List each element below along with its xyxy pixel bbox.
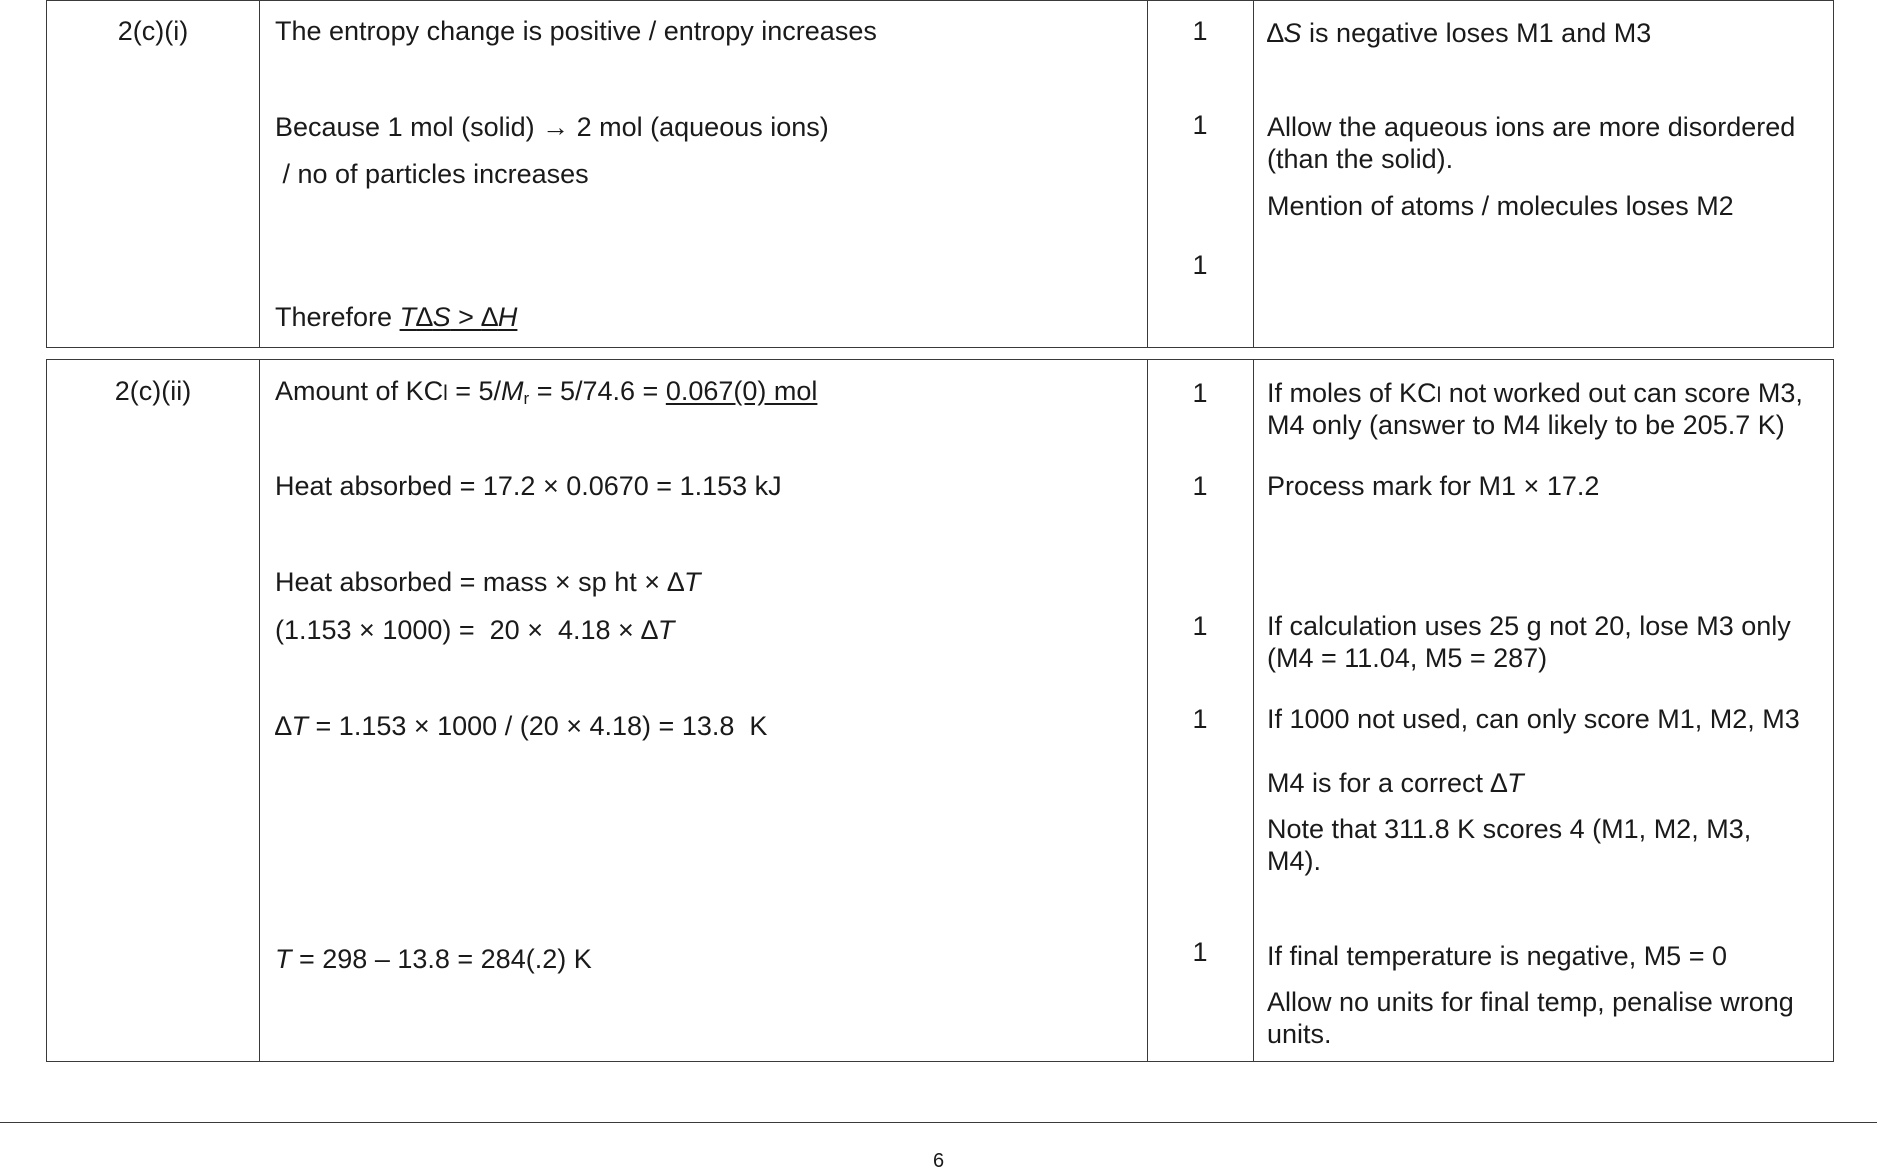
mark-value: 1 bbox=[1192, 937, 1208, 967]
guidance-line: If calculation uses 25 g not 20, lose M3 only bbox=[1267, 611, 1791, 641]
guidance-line: M4 only (answer to M4 likely to be 205.7 K) bbox=[1267, 410, 1785, 440]
guidance-line: Allow no units for final temp, penalise wrong bbox=[1267, 987, 1794, 1017]
page-number: 6 bbox=[932, 1150, 945, 1172]
answer-line: T = 298 – 13.8 = 284(.2) K bbox=[275, 944, 592, 974]
answer-text: Therefore bbox=[275, 302, 400, 332]
answer-line: ∆T = 1.153 × 1000 / (20 × 4.18) = 13.8 K bbox=[275, 711, 768, 741]
mark-value: 1 bbox=[1192, 110, 1208, 140]
guidance-line: If 1000 not used, can only score M1, M2, M3 bbox=[1267, 704, 1800, 734]
answer-line: Because 1 mol (solid) → 2 mol (aqueous ions) bbox=[275, 112, 829, 142]
guidance-line: (than the solid). bbox=[1267, 144, 1454, 174]
guidance-line: units. bbox=[1267, 1019, 1332, 1049]
moles-value: 0.067(0) mol bbox=[665, 376, 818, 406]
answer-line: Heat absorbed = mass × sp ht × ∆T bbox=[275, 567, 701, 597]
guidance-line: If final temperature is negative, M5 = 0 bbox=[1267, 941, 1727, 971]
answer-line: / no of particles increases bbox=[275, 159, 589, 189]
question-number: 2(c)(ii) bbox=[114, 376, 192, 406]
mark-scheme-table-2ci bbox=[46, 0, 1834, 348]
column-divider bbox=[1253, 360, 1254, 1061]
guidance-line: Process mark for M1 × 17.2 bbox=[1267, 471, 1600, 501]
guidance-line: (M4 = 11.04, M5 = 287) bbox=[1267, 643, 1548, 673]
entropy-condition: T∆S > ∆H bbox=[399, 302, 518, 332]
guidance-line: Allow the aqueous ions are more disordered bbox=[1267, 112, 1796, 142]
guidance-line: Note that 311.8 K scores 4 (M1, M2, M3, bbox=[1267, 814, 1752, 844]
guidance-line: ∆S is negative loses M1 and M3 bbox=[1267, 18, 1652, 48]
mark-value: 1 bbox=[1192, 611, 1208, 641]
mark-value: 1 bbox=[1192, 471, 1208, 501]
guidance-line: M4). bbox=[1267, 846, 1321, 876]
mark-scheme-table-2cii bbox=[46, 359, 1834, 1062]
column-divider bbox=[1253, 1, 1254, 347]
column-divider bbox=[259, 1, 260, 347]
mark-value: 1 bbox=[1192, 704, 1208, 734]
mark-value: 1 bbox=[1192, 378, 1208, 408]
mark-value: 1 bbox=[1192, 250, 1208, 280]
column-divider bbox=[1147, 1, 1148, 347]
column-divider bbox=[259, 360, 260, 1061]
guidance-line: If moles of KCl not worked out can score M3, bbox=[1267, 378, 1803, 408]
answer-line bbox=[275, 301, 517, 333]
guidance-line: Mention of atoms / molecules loses M2 bbox=[1267, 191, 1734, 221]
guidance-line: M4 is for a correct ∆T bbox=[1267, 768, 1524, 798]
answer-line: (1.153 × 1000) = 20 × 4.18 × ∆T bbox=[275, 615, 675, 645]
mark-value: 1 bbox=[1192, 16, 1208, 46]
answer-line: The entropy change is positive / entropy increases bbox=[275, 16, 877, 46]
footer-divider bbox=[0, 1122, 1877, 1123]
question-number: 2(c)(i) bbox=[117, 16, 189, 46]
answer-line: Heat absorbed = 17.2 × 0.0670 = 1.153 kJ bbox=[275, 471, 782, 501]
answer-line: Amount of KCl = $5/M_r = 5/74.6 = 0.067(0)$ mol bbox=[275, 376, 818, 408]
